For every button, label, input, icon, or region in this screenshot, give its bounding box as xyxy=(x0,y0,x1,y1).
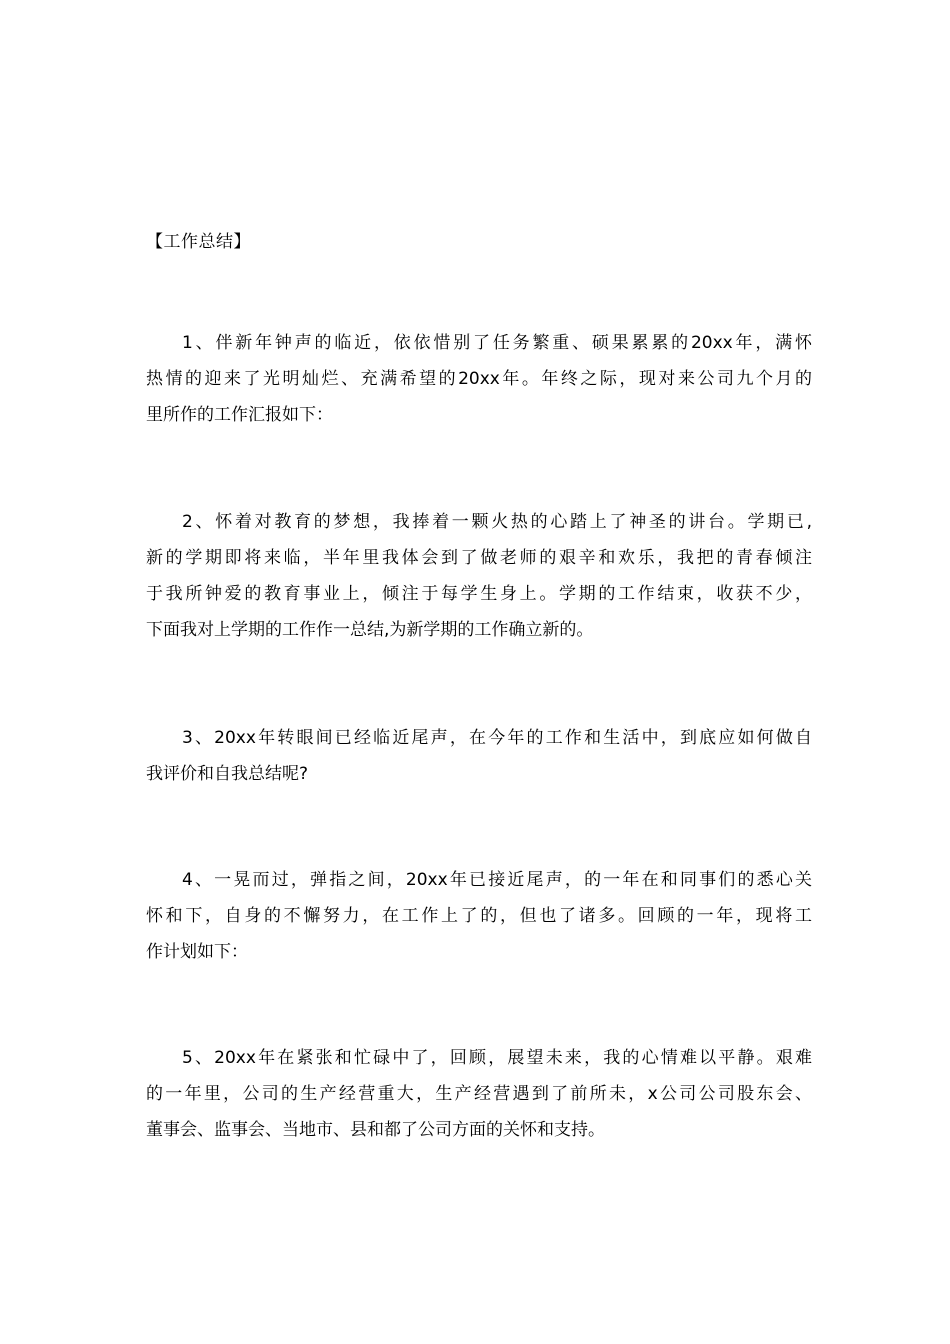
paragraph-5 xyxy=(146,1040,812,1148)
document-heading: 【工作总结】 xyxy=(146,232,251,252)
paragraph-line: 下面我对上学期的工作作一总结,为新学期的工作确立新的。 xyxy=(146,620,594,640)
paragraph-line: 5、20xx年在紧张和忙碌中了，回顾，展望未来，我的心情难以平静。艰难 xyxy=(182,1048,812,1068)
paragraph-line: 2、怀着对教育的梦想，我捧着一颗火热的心踏上了神圣的讲台。学期已, xyxy=(182,512,812,532)
paragraph-line: 的一年里，公司的生产经营重大，生产经营遇到了前所未，x公司公司股东会、 xyxy=(146,1084,812,1104)
paragraph-line: 我评价和自我总结呢? xyxy=(146,764,309,784)
paragraph-line: 里所作的工作汇报如下： xyxy=(146,405,333,425)
paragraph-line: 4、一晃而过，弹指之间，20xx年已接近尾声，的一年在和同事们的悉心关 xyxy=(182,870,812,890)
paragraph-1 xyxy=(146,325,812,433)
paragraph-line: 作计划如下： xyxy=(146,942,248,962)
paragraph-line: 1、伴新年钟声的临近，依依惜别了任务繁重、硕果累累的20xx年，满怀 xyxy=(182,333,812,353)
paragraph-2 xyxy=(146,504,812,648)
paragraph-line: 新的学期即将来临，半年里我体会到了做老师的艰辛和欢乐，我把的青春倾注 xyxy=(146,548,812,568)
paragraph-4 xyxy=(146,862,812,970)
paragraph-line: 于我所钟爱的教育事业上，倾注于每学生身上。学期的工作结束，收获不少， xyxy=(146,584,812,604)
paragraph-line: 热情的迎来了光明灿烂、充满希望的20xx年。年终之际，现对来公司九个月的 xyxy=(146,369,812,389)
paragraph-line: 董事会、监事会、当地市、县和都了公司方面的关怀和支持。 xyxy=(146,1120,605,1140)
paragraph-line: 怀和下，自身的不懈努力，在工作上了的，但也了诸多。回顾的一年，现将工 xyxy=(146,906,812,926)
paragraph-line: 3、20xx年转眼间已经临近尾声，在今年的工作和生活中，到底应如何做自 xyxy=(182,728,812,748)
paragraph-3 xyxy=(146,720,812,792)
